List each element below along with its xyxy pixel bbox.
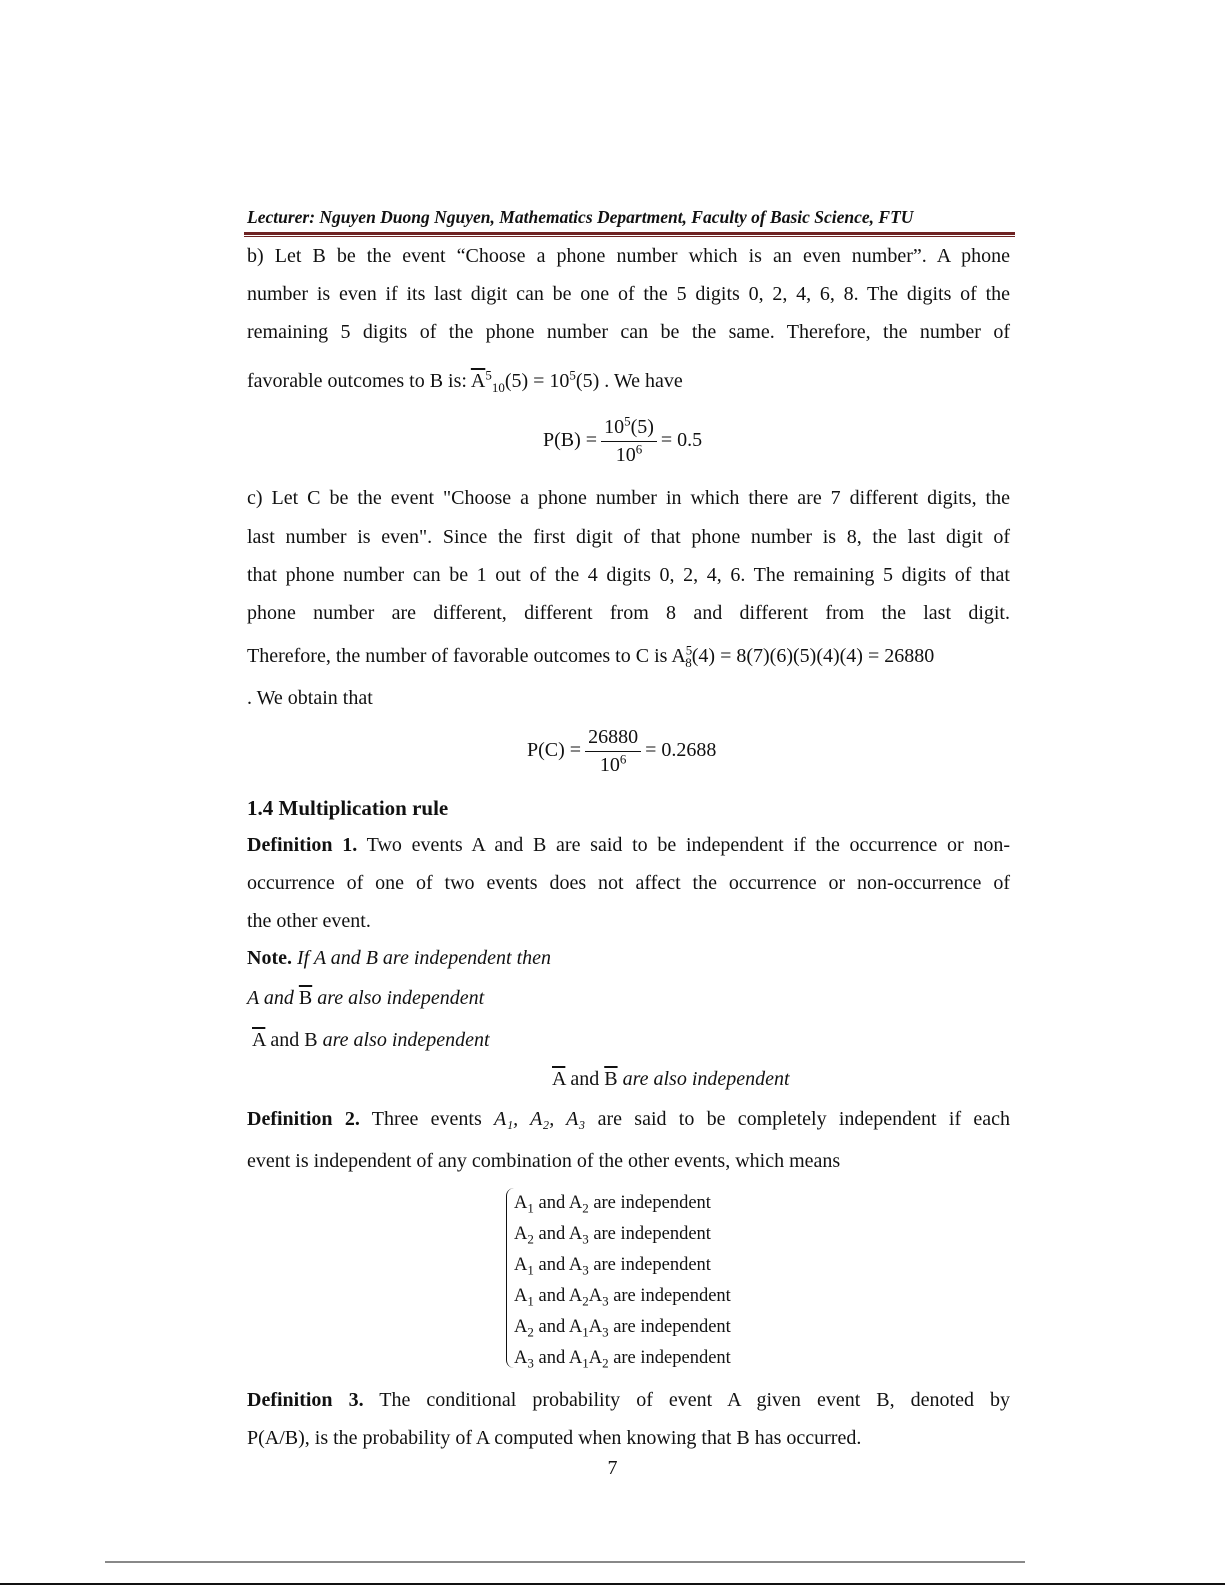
note-line: A and $\overline{B}$ are also independent [247,987,485,1009]
text: . We have [604,370,683,392]
text-line: phone number are different, different from 8 and different from the last digit. [247,602,1010,624]
note-line: $\overline{A}$ and B are also independent [252,1029,490,1051]
page-number: 7 [607,1457,618,1479]
text: favorable outcomes to B is: [247,370,471,392]
formula-pb: P(B) = $\frac{10^5(5)}{10^6}$ = 0.5 [543,413,703,466]
text-line-formula-b [247,369,1010,393]
text-line: number is even if its last digit can be one of the 5 digits 0, 2, 4, 6, 8. The digits of the [247,283,1010,305]
system-row: $A_1$ and $A_3$ are independent [514,1255,711,1278]
system-row: $A_3$ and $A_1A_2$ are independent [514,1348,731,1371]
system-row: $A_1$ and $A_2A_3$ are independent [514,1286,731,1309]
text-line: that phone number can be 1 out of the 4 digits 0, 2, 4, 6. The remaining 5 digits of that [247,564,1010,586]
text-line: . We obtain that [247,687,373,709]
definition-3: Definition 3. The conditional probability of event A given event B, denoted by [247,1389,1011,1411]
note: Note. If A and B are independent then [247,947,552,969]
page-header: Lecturer: Nguyen Duong Nguyen, Mathematics Department, Faculty of Basic Science, FTU [247,207,914,227]
formula-pc: P(C) = $\frac{26880}{10^6}$ = 0.2688 [527,726,717,776]
text-line: remaining 5 digits of the phone number can be the same. Therefore, the number of [247,321,1010,343]
text-line: c) Let C be the event "Choose a phone number in which there are 7 different digits, the [247,487,1010,509]
system-row: $A_1$ and $A_2$ are independent [514,1193,711,1216]
text-line: the other event. [247,910,371,932]
definition-1: Definition 1. Two events A and B are said to be independent if the occurrence or non- [247,834,1010,856]
formula-a8: $A^5_8(4) = 8(7)(6)(5)(4)(4) = 26880$ [671,642,935,670]
text-line: event is independent of any combination of the other events, which means [247,1150,841,1172]
definition-2: Definition 2. Three events A₁, A₂, A₃ are said to be completely independent if each [247,1108,1010,1130]
page-border [105,1561,1025,1563]
text-line-formula-c: Therefore, the number of favorable outcomes to C is $A^5_8(4) = 8(7)(6)(5)(4)(4) = 26880$ [247,642,935,670]
text-line: P(A/B), is the probability of A computed when knowing that B has occurred. [247,1427,862,1449]
formula-a10: $\overline{A}^5_{10}(5) = 10^5(5)$ [470,367,600,395]
header-rule [244,232,1015,235]
note-line: $\overline{A}$ and $\overline{B}$ are also independent [552,1068,790,1090]
system-row: $A_2$ and $A_3$ are independent [514,1224,711,1247]
header-rule-thin [244,236,1015,237]
text-line: occurrence of one of two events does not affect the occurrence or non-occurrence of [247,872,1010,894]
system-row: $A_2$ and $A_1A_3$ are independent [514,1317,731,1340]
independence-system [506,1188,731,1374]
text-line: last number is even". Since the first digit of that phone number is 8, the last digit of [247,526,1010,548]
section-heading: 1.4 Multiplication rule [247,796,449,820]
text-line: b) Let B be the event “Choose a phone number which is an even number”. A phone [247,245,1010,267]
